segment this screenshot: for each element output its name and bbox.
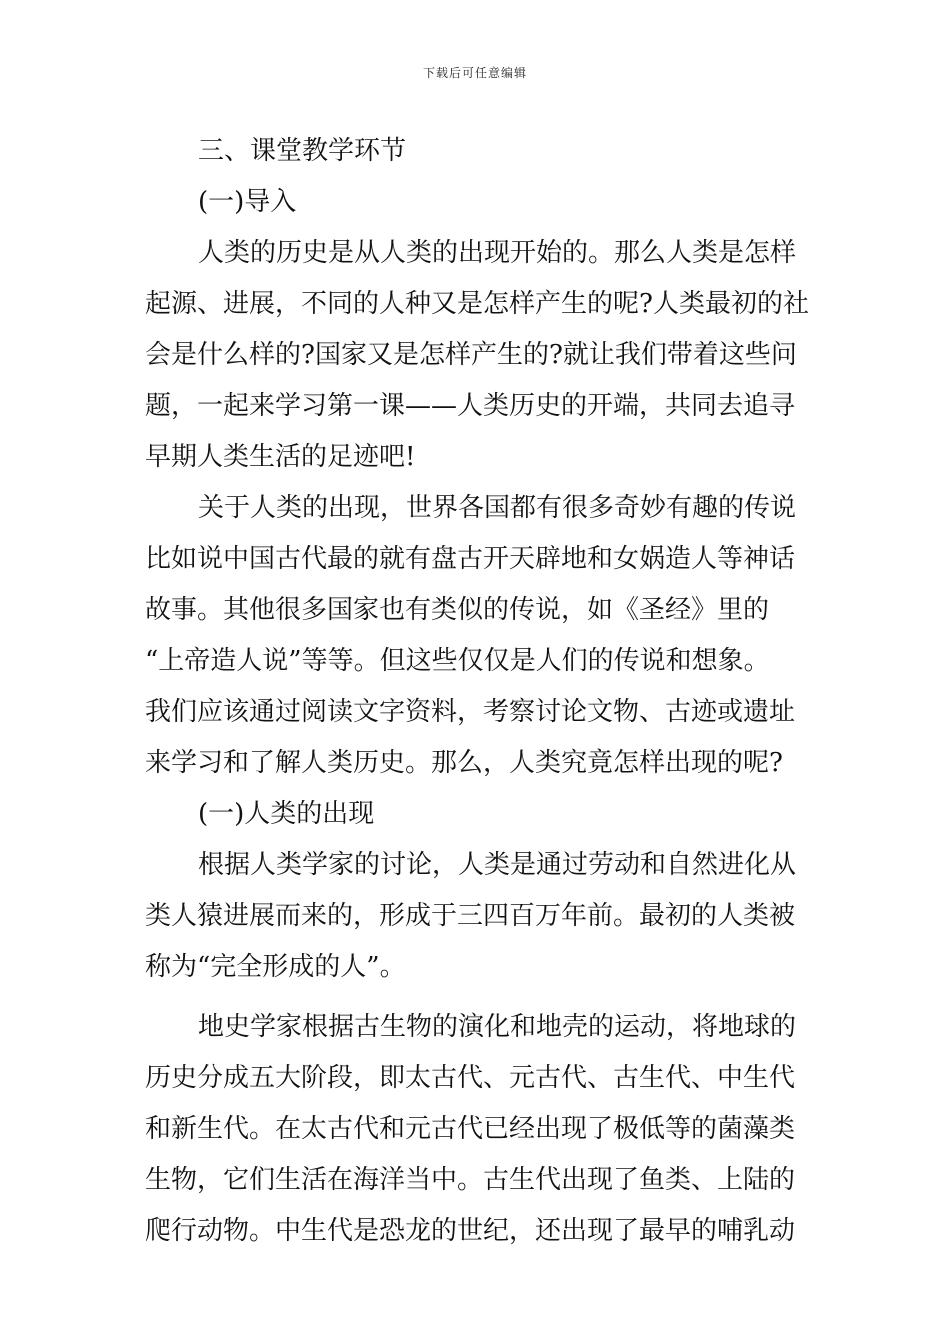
paragraph-line: 我们应该通过阅读文字资料，考察讨论文物、古迹或遗址 (145, 697, 796, 727)
document-body (145, 126, 807, 1257)
page-header: 下载后可任意编辑 (422, 66, 527, 80)
paragraph-line: 来学习和了解人类历史。那么，人类究竟怎样出现的呢? (145, 748, 783, 778)
paragraph-line: 早期人类生活的足迹吧! (145, 442, 416, 472)
paragraph-spacer (145, 993, 807, 1002)
paragraph-line: “上帝造人说”等等。但这些仅仅是人们的传说和想象。 (145, 646, 770, 676)
paragraph-geology (145, 1002, 807, 1257)
paragraph-line: 起源、进展，不同的人种又是怎样产生的呢?人类最初的社 (145, 289, 809, 319)
paragraph-line: 爬行动物。中生代是恐龙的世纪，还出现了最早的哺乳动 (145, 1216, 796, 1246)
paragraph-line: 历史分成五大阶段，即太古代、元古代、古生代、中生代 (145, 1063, 796, 1093)
paragraph-line: 会是什么样的?国家又是怎样产生的?就让我们带着这些问 (145, 340, 797, 370)
paragraph-line: 和新生代。在太古代和元古代已经出现了极低等的菌藻类 (145, 1114, 796, 1144)
paragraph-line: 生物，它们生活在海洋当中。古生代出现了鱼类、上陆的 (145, 1165, 796, 1195)
paragraph-line: 题，一起来学习第一课——人类历史的开端，共同去追寻 (145, 391, 796, 421)
paragraph-line: 类人猿进展而来的，形成于三四百万年前。最初的人类被 (145, 901, 796, 931)
paragraph-line: 故事。其他很多国家也有类似的传说，如《圣经》里的 (145, 595, 770, 625)
paragraph-line: 根据人类学家的讨论，人类是通过劳动和自然进化从 (198, 850, 797, 880)
paragraph-line: 人类的历史是从人类的出现开始的。那么人类是怎样 (198, 238, 797, 268)
subheading-introduction: (一)导入 (198, 187, 297, 217)
subheading-human-origin: (一)人类的出现 (198, 799, 375, 829)
paragraph-line: 称为“完全形成的人”。 (145, 952, 406, 982)
section-heading: 三、课堂教学环节 (198, 136, 407, 166)
paragraph-anthropology (145, 840, 807, 993)
paragraph-introduction (145, 228, 807, 483)
paragraph-line: 比如说中国古代最的就有盘古开天辟地和女娲造人等神话 (145, 544, 796, 574)
paragraph-line: 关于人类的出现，世界各国都有很多奇妙有趣的传说 (198, 493, 797, 523)
paragraph-line: 地史学家根据古生物的演化和地壳的运动，将地球的 (198, 1012, 797, 1042)
paragraph-legends (145, 483, 807, 789)
